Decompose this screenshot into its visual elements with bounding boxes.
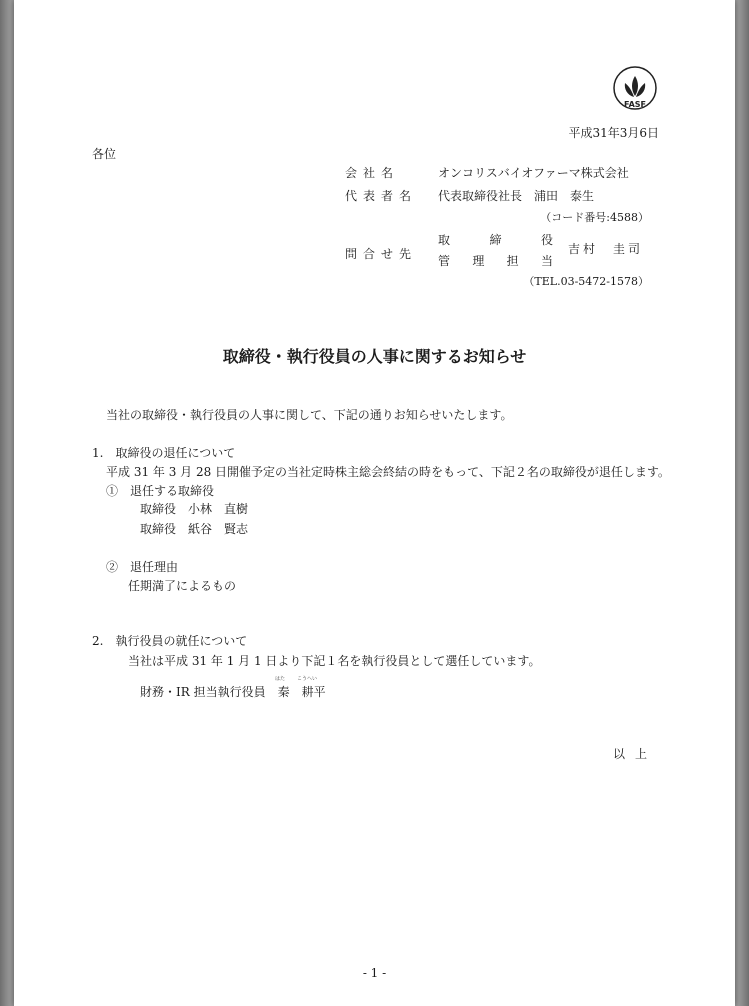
appointed-executive: 財務・IR 担当執行役員 秦 耕平 [140, 685, 326, 699]
closing-mark: 以上 [612, 747, 657, 761]
intro-text: 当社の取締役・執行役員の人事に関して、下記の通りお知らせいたします。 [106, 408, 513, 422]
document-date: 平成31年3月6日 [568, 126, 659, 140]
retirement-reason: 任期満了によるもの [128, 579, 237, 593]
name-ruby: はた [275, 676, 286, 682]
section1-heading: 1. 取締役の退任について [92, 446, 236, 460]
document-title: 取締役・執行役員の人事に関するお知らせ [222, 347, 527, 366]
contact-title-char: 担 [506, 254, 519, 268]
representative-label: 代表者名 [345, 189, 418, 203]
retiring-director: 取締役 紙谷 賢志 [140, 522, 249, 536]
contact-label: 問合せ先 [345, 247, 418, 261]
contact-tel: （TEL.03-5472-1578） [523, 275, 649, 288]
contact-title-char: 理 [472, 254, 485, 268]
representative-name: 代表取締役社長 浦田 泰生 [438, 189, 595, 203]
contact-title-char: 当 [540, 254, 553, 268]
section1-item2: ② 退任理由 [106, 560, 179, 574]
addressee: 各位 [92, 147, 117, 161]
logo-text: FASF [624, 100, 646, 109]
section1-paragraph: 平成 31 年 3 月 28 日開催予定の当社定時株主総会終結の時をもって、下記２名の取締役が退任します。 [106, 465, 670, 479]
name-ruby: こうへい [297, 676, 318, 682]
contact-title-line2 [438, 252, 553, 269]
section2-paragraph: 当社は平成 31 年 1 月 1 日より下記１名を執行役員として選任しています。 [128, 654, 541, 668]
section2-heading: 2. 執行役員の就任について [92, 634, 248, 648]
section1-item1: ① 退任する取締役 [106, 484, 215, 498]
contact-name: 吉村 圭司 [568, 242, 644, 256]
page-number: - 1 - [362, 966, 387, 980]
fasf-logo [610, 64, 660, 116]
stock-code: （コード番号:4588） [540, 211, 649, 224]
contact-title-char: 管 [438, 254, 451, 268]
contact-title-char: 役 [540, 233, 553, 247]
contact-title-char: 取 [438, 233, 451, 247]
contact-title-line1 [438, 231, 553, 248]
document-page [14, 0, 735, 1006]
company-name: オンコリスバイオファーマ株式会社 [438, 166, 629, 180]
contact-title-char: 締 [489, 233, 502, 247]
company-label: 会社名 [345, 166, 400, 180]
retiring-director: 取締役 小林 直樹 [140, 502, 249, 516]
